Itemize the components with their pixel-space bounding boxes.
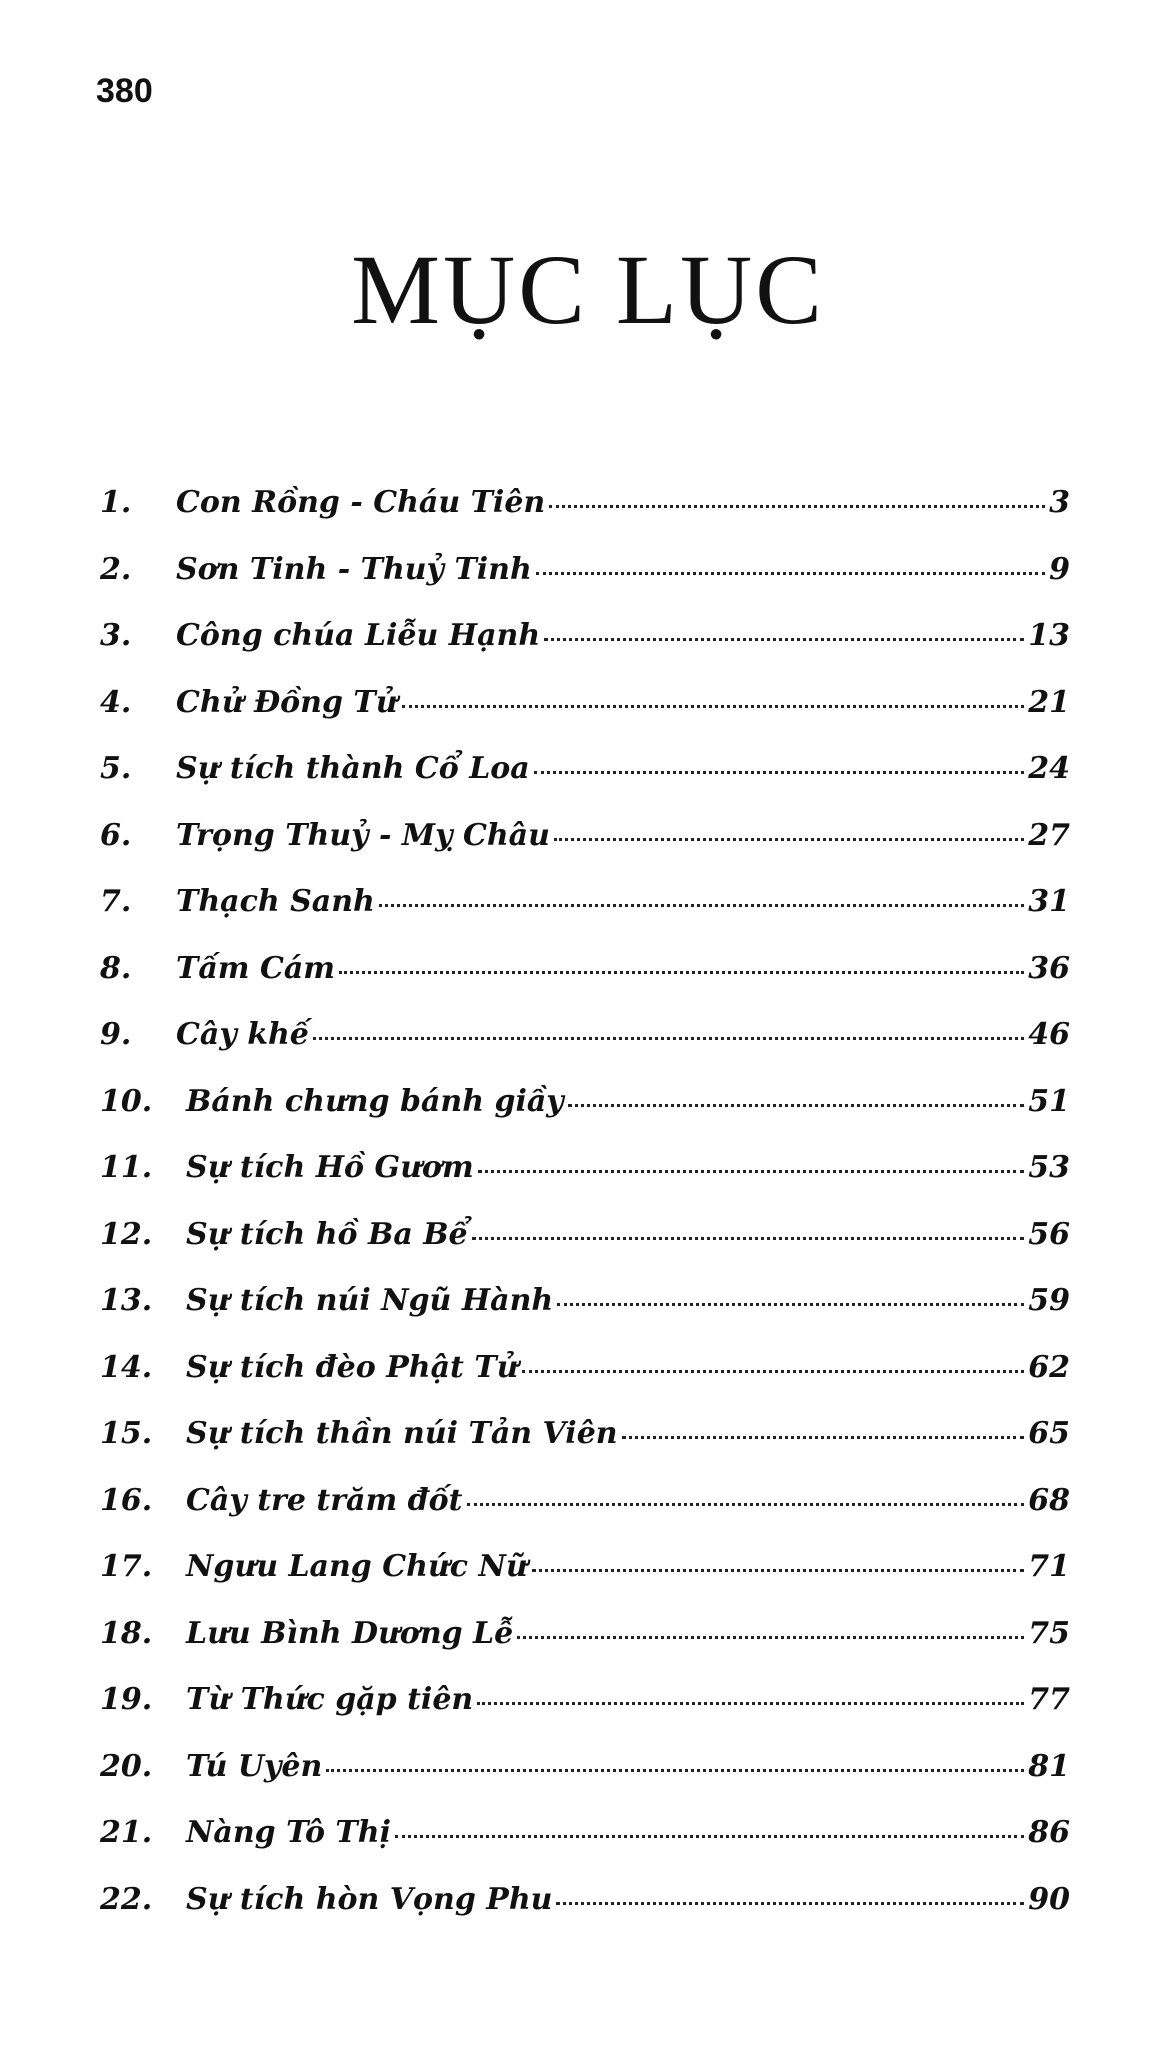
toc-entry-page: 71	[1028, 1549, 1070, 1584]
toc-dot-leader	[402, 705, 1025, 708]
toc-entry-title: Con Rồng - Cháu Tiên	[176, 485, 546, 520]
toc-entry-page: 75	[1028, 1615, 1070, 1651]
toc-dot-leader	[534, 771, 1025, 774]
toc-entry	[100, 1615, 1070, 1686]
toc-entry-title: Sự tích thần núi Tản Viên	[186, 1416, 618, 1451]
toc-entry	[100, 1815, 1070, 1885]
toc-entry-page: 77	[1028, 1682, 1070, 1717]
toc-entry-title: Tú Uyên	[186, 1748, 323, 1784]
toc-entry	[100, 1216, 1070, 1287]
toc-dot-leader	[395, 1835, 1024, 1838]
toc-entry-page: 53	[1028, 1150, 1070, 1185]
toc-entry-number: 1.	[100, 485, 132, 520]
toc-entry-title: Sự tích Hồ Gươm	[186, 1150, 474, 1185]
toc-entry-number: 6.	[100, 817, 132, 853]
toc-dot-leader	[472, 1237, 1025, 1240]
toc-entry-title: Sự tích đèo Phật Tử	[186, 1349, 519, 1385]
toc-entry-number: 16.	[100, 1482, 153, 1518]
toc-entry	[100, 817, 1070, 888]
toc-entry-title: Sự tích núi Ngũ Hành	[186, 1283, 554, 1318]
toc-entry-number: 19.	[100, 1682, 153, 1717]
toc-entry	[100, 1748, 1070, 1819]
toc-entry-page: 90	[1028, 1881, 1070, 1917]
toc-entry	[100, 884, 1070, 954]
toc-dot-leader	[536, 572, 1045, 575]
toc-entry	[100, 1283, 1070, 1353]
toc-dot-leader	[568, 1104, 1025, 1107]
toc-entry	[100, 1682, 1070, 1752]
toc-dot-leader	[557, 1303, 1024, 1306]
toc-entry-title: Sự tích thành Cổ Loa	[176, 751, 530, 786]
toc-entry-title: Ngưu Lang Chức Nữ	[186, 1549, 528, 1584]
toc-dot-leader	[517, 1636, 1024, 1639]
table-of-contents	[100, 485, 1070, 1951]
toc-entry-page: 9	[1049, 551, 1070, 587]
toc-entry-page: 21	[1028, 684, 1070, 720]
toc-entry-title: Lưu Bình Dương Lễ	[186, 1615, 514, 1651]
toc-entry	[100, 1881, 1070, 1952]
toc-entry	[100, 1482, 1070, 1553]
toc-entry-number: 15.	[100, 1416, 153, 1451]
toc-entry	[100, 1416, 1070, 1486]
toc-entry-number: 4.	[100, 684, 132, 720]
toc-entry	[100, 1549, 1070, 1619]
toc-entry-title: Tấm Cám	[176, 950, 336, 986]
toc-entry-title: Nàng Tô Thị	[186, 1815, 391, 1850]
toc-entry-number: 13.	[100, 1283, 153, 1318]
toc-entry-title: Sự tích hòn Vọng Phu	[186, 1881, 553, 1917]
toc-dot-leader	[554, 838, 1024, 841]
toc-dot-leader	[544, 638, 1024, 641]
toc-entry-page: 62	[1028, 1349, 1070, 1385]
toc-entry	[100, 684, 1070, 755]
toc-entry-number: 3.	[100, 618, 132, 653]
toc-dot-leader	[622, 1436, 1025, 1439]
toc-entry-page: 3	[1049, 485, 1070, 520]
page-number: 380	[96, 72, 153, 110]
toc-entry-title: Thạch Sanh	[176, 884, 375, 919]
toc-entry-page: 36	[1028, 950, 1070, 986]
page-title: MỤC LỤC	[351, 234, 825, 345]
toc-entry-page: 31	[1028, 884, 1070, 919]
toc-entry-title: Công chúa Liễu Hạnh	[176, 618, 541, 653]
toc-entry-page: 51	[1028, 1083, 1070, 1119]
toc-entry-number: 10.	[100, 1083, 153, 1119]
toc-entry-page: 86	[1028, 1815, 1070, 1850]
toc-entry	[100, 551, 1070, 622]
toc-entry	[100, 618, 1070, 688]
toc-entry-number: 18.	[100, 1615, 153, 1651]
toc-entry-title: Bánh chưng bánh giầy	[186, 1083, 564, 1119]
toc-entry-title: Trọng Thuỷ - Mỵ Châu	[176, 817, 550, 853]
toc-entry-page: 68	[1028, 1482, 1070, 1518]
toc-entry	[100, 1017, 1070, 1087]
toc-dot-leader	[467, 1503, 1025, 1506]
toc-entry-page: 56	[1028, 1216, 1070, 1252]
toc-entry-number: 11.	[100, 1150, 153, 1185]
toc-dot-leader	[326, 1769, 1024, 1772]
toc-entry-number: 12.	[100, 1216, 153, 1252]
toc-dot-leader	[532, 1569, 1025, 1572]
toc-entry-page: 65	[1028, 1416, 1070, 1451]
toc-entry-title: Sơn Tinh - Thuỷ Tinh	[176, 551, 532, 587]
toc-entry-page: 24	[1028, 751, 1070, 786]
toc-dot-leader	[522, 1370, 1024, 1373]
toc-entry-number: 5.	[100, 751, 132, 786]
toc-entry-number: 22.	[100, 1881, 153, 1917]
toc-entry-page: 13	[1028, 618, 1070, 653]
toc-dot-leader	[549, 505, 1045, 508]
toc-entry	[100, 485, 1070, 555]
toc-dot-leader	[478, 1170, 1025, 1173]
toc-entry-number: 2.	[100, 551, 132, 587]
toc-entry-number: 7.	[100, 884, 132, 919]
toc-entry-number: 14.	[100, 1349, 153, 1385]
toc-dot-leader	[313, 1037, 1024, 1040]
toc-dot-leader	[339, 971, 1024, 974]
toc-entry-number: 9.	[100, 1017, 132, 1052]
toc-dot-leader	[379, 904, 1024, 907]
toc-entry-title: Cây tre trăm đốt	[186, 1482, 463, 1518]
toc-entry-title: Cây khế	[176, 1017, 309, 1052]
toc-entry-number: 8.	[100, 950, 132, 986]
toc-entry-page: 27	[1028, 817, 1070, 853]
toc-entry	[100, 950, 1070, 1021]
toc-entry-page: 46	[1028, 1017, 1070, 1052]
toc-entry-number: 21.	[100, 1815, 153, 1850]
toc-entry-page: 81	[1028, 1748, 1070, 1784]
toc-entry-number: 17.	[100, 1549, 153, 1584]
toc-entry-title: Từ Thức gặp tiên	[186, 1682, 474, 1717]
toc-entry	[100, 1349, 1070, 1420]
toc-entry-title: Sự tích hồ Ba Bể	[186, 1216, 468, 1252]
toc-entry-page: 59	[1028, 1283, 1070, 1318]
toc-entry	[100, 1150, 1070, 1220]
toc-entry	[100, 751, 1070, 821]
toc-entry-title: Chử Đồng Tử	[176, 684, 398, 720]
toc-dot-leader	[556, 1902, 1024, 1905]
toc-entry	[100, 1083, 1070, 1154]
toc-dot-leader	[477, 1702, 1024, 1705]
toc-entry-number: 20.	[100, 1748, 153, 1784]
